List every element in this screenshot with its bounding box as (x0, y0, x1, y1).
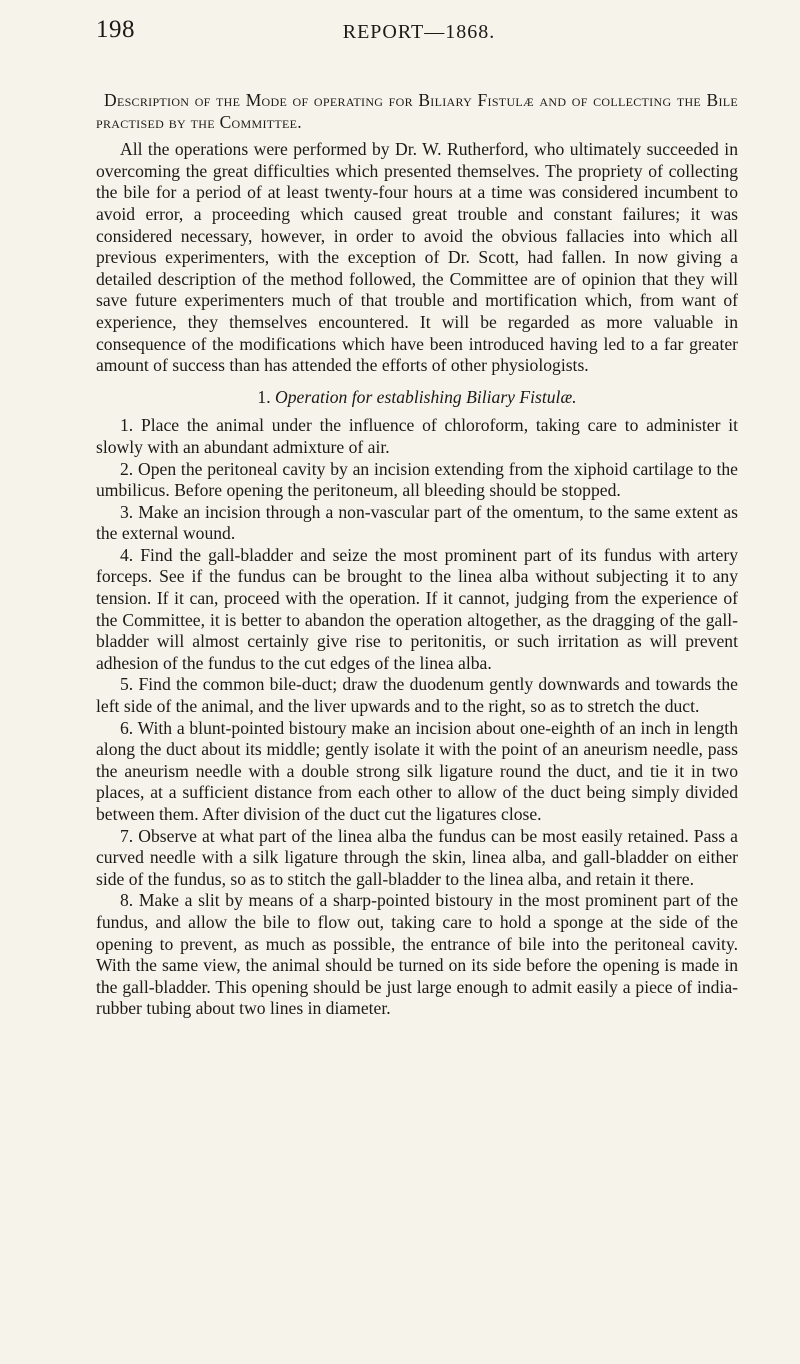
subheading-text: Operation for establishing Biliary Fistulæ. (275, 386, 577, 407)
step-2: 2. Open the peritoneal cavity by an incision extending from the xiphoid cartilage to the umbilicus. Before opening the peritoneum, all bleeding should be stopped. (96, 458, 738, 501)
step-8: 8. Make a slit by means of a sharp-pointed bistoury in the most prominent part of the fundus, and allow the bile to flow out, taking care to hold a sponge at the side of the opening to prevent, as much as possible, the entrance of bile into the peritoneal cavity. With the same view, the animal should be turned on its side before the opening is made in the gall-bladder. This opening should be just large enough to admit easily a piece of india-rubber tubing about two lines in diameter. (96, 890, 738, 1019)
step-6: 6. With a blunt-pointed bistoury make an incision about one-eighth of an inch in length along the duct about its middle; gently isolate it with the point of an aneurism needle, pass the aneurism needle with a double strong silk ligature round the duct, and tie it in two places, at a sufficient distance from each other to allow of the duct being simply divided between them. After division of the duct cut the ligatures close. (96, 717, 738, 824)
subheading-number: 1. (257, 386, 271, 407)
section-title: Description of the Mode of operating for Biliary Fistulæ and of collecting the Bile practised by the Committee. (96, 90, 738, 132)
step-7: 7. Observe at what part of the linea alba the fundus can be most easily retained. Pass a curved needle with a silk ligature through the skin, linea alba, and gall-bladder on either side of the fundus, so as to stitch the gall-bladder to the linea alba, and retain it there. (96, 825, 738, 889)
step-4: 4. Find the gall-bladder and seize the most prominent part of its fundus with artery forceps. See if the fundus can be brought to the linea alba without subjecting it to any tension. If it can, proceed with the operation. If it cannot, judging from the experience of the Committee, it is better to abandon the operation altogether, as the dragging of the gall-bladder will almost certainly give rise to peritonitis, or such irritation as will prevent adhesion of the fundus to the cut edges of the linea alba. (96, 544, 738, 673)
step-3: 3. Make an incision through a non-vascular part of the omentum, to the same extent as the external wound. (96, 501, 738, 544)
subheading (96, 387, 738, 409)
step-1: 1. Place the animal under the influence of chloroform, taking care to administer it slowly with an abundant admixture of air. (96, 415, 738, 457)
step-5: 5. Find the common bile-duct; draw the duodenum gently downwards and towards the left side of the animal, and the liver upwards and to the right, so as to stretch the duct. (96, 674, 738, 717)
page-number: 198 (96, 16, 135, 43)
page-header (96, 16, 742, 50)
intro-paragraph: All the operations were performed by Dr. W. Rutherford, who ultimately succeeded in overcoming the great difficulties which presented themselves. The propriety of collecting the bile for a period of at least twenty-four hours at a time was considered incumbent to avoid error, a proceeding which caused great trouble and constant failures; it was considered necessary, however, in order to avoid the obvious fallacies into which all previous experimenters, with the exception of Dr. Scott, had fallen. In now giving a detailed description of the method followed, the Committee are of opinion that they will save future experimenters much of that trouble and mortification which, from want of experience, they themselves encountered. It will be regarded as more valuable in consequence of the modifications which have been introduced having led to a far greater amount of success than has attended the efforts of other physiologists. (96, 139, 738, 376)
page-body (96, 90, 738, 1020)
running-head: REPORT—1868. (342, 21, 496, 43)
